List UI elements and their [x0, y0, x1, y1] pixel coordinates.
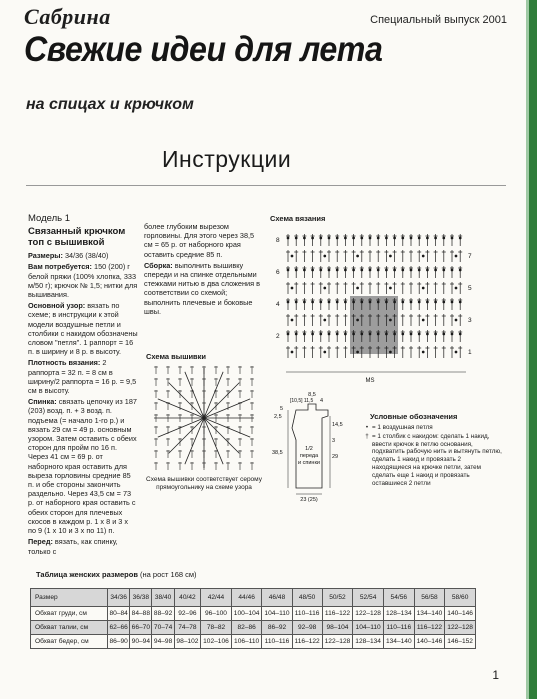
chain-stitch-symbol	[291, 255, 293, 257]
size-table-cell: 116–122	[414, 621, 445, 635]
svg-text:29: 29	[332, 454, 339, 460]
size-table-cell: 128–134	[383, 607, 414, 621]
model-title: Связанный крючком топ с вышивкой	[28, 226, 126, 249]
header-divider	[26, 185, 506, 186]
svg-text:[10,5] 11,5: [10,5] 11,5	[290, 398, 314, 404]
size-table-cell: 110–116	[262, 635, 292, 649]
chain-stitch-symbol	[389, 287, 391, 289]
size-table-header-cell: 52/54	[353, 589, 384, 607]
size-table-cell: 146–152	[445, 635, 476, 649]
size-table-cell: 134–140	[383, 635, 414, 649]
legend-title: Условные обозначения	[370, 412, 458, 421]
page-headline: Свежие идеи для лета	[24, 30, 383, 69]
knitting-chart	[270, 226, 490, 386]
size-table-cell: 110–116	[292, 607, 322, 621]
legend-entry: • = 1 воздушная петля	[362, 424, 502, 432]
instructions-column-1	[28, 214, 138, 558]
embroidery-stitch	[204, 383, 239, 418]
size-table-cell: 98–102	[174, 635, 200, 649]
svg-text:5: 5	[280, 406, 284, 412]
size-table-cell: 116–122	[322, 607, 353, 621]
size-table-cell: Обхват груди, см	[31, 607, 108, 621]
size-table-cell: 134–140	[414, 607, 445, 621]
size-table-cell: 104–110	[262, 607, 292, 621]
table-row	[31, 607, 476, 621]
size-table-header-cell: 38/40	[152, 589, 174, 607]
size-table-cell: 122–128	[322, 635, 353, 649]
size-table-cell: 92–96	[174, 607, 200, 621]
size-table-cell: 100–104	[231, 607, 262, 621]
svg-text:1/2: 1/2	[305, 446, 313, 452]
instructions-column-2	[144, 222, 264, 318]
row-number: 7	[468, 253, 472, 260]
size-table-header-cell: 56/58	[414, 589, 445, 607]
chain-stitch-symbol	[422, 351, 424, 353]
size-table-header-cell: 48/50	[292, 589, 322, 607]
row-number: 8	[276, 237, 280, 244]
svg-text:и спинки: и спинки	[298, 460, 320, 466]
row-number: 2	[276, 333, 280, 340]
size-table-cell: 140–146	[414, 635, 445, 649]
chain-stitch-symbol	[389, 255, 391, 257]
instruction-paragraph: Вам потребуется: 150 (200) г белой пряжи (100% хлопка, 333 м/50 г); крючок № 1,5; нитки для вышивания.	[28, 262, 138, 300]
size-table-cell: 106–110	[231, 635, 262, 649]
chain-stitch-icon: •	[365, 424, 369, 431]
chain-stitch-symbol	[422, 319, 424, 321]
size-table-cell: 104–110	[353, 621, 384, 635]
chain-stitch-symbol	[455, 255, 457, 257]
size-table-cell: 116–122	[292, 635, 322, 649]
instruction-paragraph: Сборка: выполнить вышивку спереди и на спинке отдельными стежками нитью в два сложения в соответствии со схемой; выполнить плечевые и боковые швы.	[144, 260, 260, 316]
model-number: Модель 1	[28, 213, 71, 224]
instructions-text-continued	[144, 222, 264, 316]
size-table-header-cell: 40/42	[174, 589, 200, 607]
chain-stitch-symbol	[422, 287, 424, 289]
embroidery-stitch	[169, 418, 204, 453]
row-number: 3	[468, 317, 472, 324]
chain-stitch-symbol	[324, 287, 326, 289]
chart-legend	[362, 424, 502, 488]
chain-stitch-symbol	[455, 287, 457, 289]
embroidery-area-highlight	[350, 296, 398, 354]
section-title: Инструкции	[162, 146, 292, 172]
size-table-cell: 82–86	[231, 621, 262, 635]
row-number: 1	[468, 349, 472, 356]
svg-text:2,5: 2,5	[274, 414, 282, 420]
chain-stitch-symbol	[422, 255, 424, 257]
instructions-text	[28, 251, 138, 556]
size-table-cell: 98–104	[322, 621, 353, 635]
embroidery-stitch	[169, 383, 204, 418]
size-table-header-cell: 50/52	[322, 589, 353, 607]
svg-text:переда: переда	[299, 453, 319, 459]
knitting-chart-label: Схема вязания	[270, 214, 326, 223]
svg-text:23 (25): 23 (25)	[300, 497, 318, 503]
chain-stitch-symbol	[357, 255, 359, 257]
chain-stitch-symbol	[455, 319, 457, 321]
green-page-edge	[529, 0, 537, 699]
embroidery-caption: Схема вышивки соответствует серому прямоугольнику на схеме узора	[146, 476, 262, 491]
chain-stitch-symbol	[389, 351, 391, 353]
table-row	[31, 621, 476, 635]
svg-text:4: 4	[320, 398, 324, 404]
embroidery-stitch	[204, 418, 239, 453]
chain-stitch-symbol	[291, 287, 293, 289]
row-number: 6	[276, 269, 280, 276]
issue-label: Специальный выпуск 2001	[370, 14, 507, 26]
size-table-cell: 84–88	[130, 607, 152, 621]
instruction-paragraph: более глубоким вырезом горловины. Для этого через 38,5 см = 65 р. от наборного края оставить средние 85 п.	[144, 222, 255, 259]
size-table-header-cell: Размер	[31, 589, 108, 607]
chain-stitch-symbol	[357, 351, 359, 353]
size-table-cell: 96–100	[201, 607, 232, 621]
chain-stitch-symbol	[324, 319, 326, 321]
svg-text:38,5: 38,5	[272, 450, 283, 456]
size-table-cell: 102–106	[201, 635, 232, 649]
chain-stitch-symbol	[357, 287, 359, 289]
size-table-header-cell: 46/48	[262, 589, 292, 607]
size-table-cell: 110–116	[383, 621, 414, 635]
size-table-header-cell: 58/60	[445, 589, 476, 607]
size-table-cell: 140–146	[445, 607, 476, 621]
green-page-edge-light	[526, 0, 529, 699]
chain-stitch-symbol	[389, 319, 391, 321]
size-table-header-cell: 42/44	[201, 589, 232, 607]
size-table-cell: Обхват талии, см	[31, 621, 108, 635]
chain-stitch-symbol	[324, 255, 326, 257]
instruction-paragraph: Плотность вязания: 2 раппорта = 32 п. = 8 см в ширину/2 раппорта = 16 р. = 9,5 см в высоту.	[28, 358, 137, 396]
size-table-cell: Обхват бедер, см	[31, 635, 108, 649]
embroidery-diagram	[150, 364, 258, 472]
rapport-label: MS	[365, 378, 375, 384]
page-number: 1	[492, 668, 499, 682]
size-table-header-cell: 44/46	[231, 589, 262, 607]
chain-stitch-symbol	[324, 351, 326, 353]
row-number: 5	[468, 285, 472, 292]
size-table	[30, 588, 476, 649]
instruction-paragraph: Размеры: 34/36 (38/40)	[28, 251, 109, 261]
size-table-cell: 80–84	[108, 607, 130, 621]
table-row	[31, 635, 476, 649]
size-table-cell: 70–74	[152, 621, 174, 635]
size-table-cell: 88–92	[152, 607, 174, 621]
instruction-paragraph: Перед: вязать, как спинку, только с	[28, 537, 118, 556]
svg-text:3: 3	[332, 438, 336, 444]
size-table-title: Таблица женских размеров (на рост 168 см)	[36, 570, 197, 579]
size-table-header-row	[31, 589, 476, 607]
magazine-brand: Сабрина	[24, 4, 111, 29]
double-crochet-icon: †	[365, 432, 369, 440]
size-table-cell: 86–92	[262, 621, 292, 635]
svg-text:8,5: 8,5	[308, 392, 316, 398]
chain-stitch-symbol	[291, 351, 293, 353]
size-table-cell: 122–128	[445, 621, 476, 635]
size-table-cell: 128–134	[353, 635, 384, 649]
instruction-paragraph: Спинка: связать цепочку из 187 (203) возд. п. + 3 возд. п. подъема (= начало 1-го р.) и вязать 29 см = 49 р. основным узором. Затем оставить с обеих сторон для пройм по 16 п. Через 41 см = 69 р. от наборного края оставить для выреза горловины средние 85 п. и обе стороны закончить раздельно. Через 43,5 см = 73 р. от наборного края оставить с обеих сторон для плечевых скосов в каждом р. 1 x 8 и 3 x по 9 (1 x 10 и 3 x по 11) п.	[28, 397, 137, 536]
size-table-cell: 74–78	[174, 621, 200, 635]
size-table-cell: 86–90	[108, 635, 130, 649]
page-subheadline: на спицах и крючком	[26, 96, 194, 113]
svg-text:14,5: 14,5	[332, 422, 343, 428]
size-table-cell: 62–66	[108, 621, 130, 635]
size-table-header-cell: 54/56	[383, 589, 414, 607]
size-table-cell: 90–94	[130, 635, 152, 649]
size-table-header-cell: 36/38	[130, 589, 152, 607]
size-table-cell: 66–70	[130, 621, 152, 635]
legend-entry: † = 1 столбик с накидом: сделать 1 накид, ввести крючок в петлю основания, подхватить рабочую нить и вытянуть петлю, сделать 1 накид и провязать 2 находящиеся на крючке петли, затем сделать еще 1 накид и провязать оставшиеся 2 петли	[362, 433, 502, 488]
chain-stitch-symbol	[357, 319, 359, 321]
size-table-cell: 92–98	[292, 621, 322, 635]
embroidery-diagram-label: Схема вышивки	[146, 352, 207, 361]
chain-stitch-symbol	[291, 319, 293, 321]
size-table-header-cell: 34/36	[108, 589, 130, 607]
chain-stitch-symbol	[455, 351, 457, 353]
size-table-cell: 78–82	[201, 621, 232, 635]
pattern-schematic	[268, 388, 360, 508]
row-number: 4	[276, 301, 280, 308]
size-table-cell: 94–98	[152, 635, 174, 649]
instruction-paragraph: Основной узор: вязать по схеме; в инструкции к этой модели воздушные петли и столбики с накидом обозначены словом "петля". 1 раппорт = 16 п. в ширину и 8 р. в высоту.	[28, 301, 138, 357]
size-table-cell: 122–128	[353, 607, 384, 621]
